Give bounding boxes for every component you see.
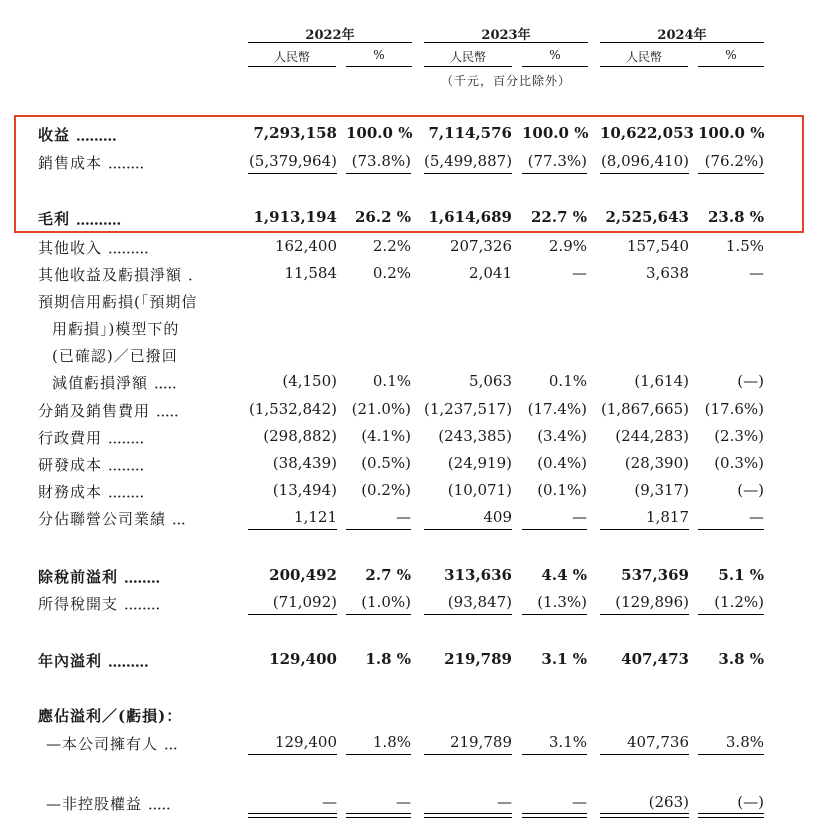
- table-cell: (—): [737, 793, 764, 811]
- year-2023-rule: [424, 42, 588, 43]
- table-cell: (1,532,842): [248, 400, 337, 418]
- leader-dots: ．．．．．．．．: [108, 429, 152, 447]
- row-label: [46, 793, 178, 814]
- table-cell: —: [749, 508, 764, 526]
- cell-double-underline: [522, 817, 587, 818]
- table-cell: (38,439): [272, 454, 337, 472]
- leader-dots: ．．．．．: [156, 402, 187, 420]
- row-label-text: 收益: [38, 126, 71, 144]
- table-cell: 3.8 %: [718, 650, 764, 668]
- col-currency-2022-rule: [248, 66, 336, 67]
- cell-underline: [600, 529, 689, 530]
- row-label-text: 減值虧損淨額: [52, 374, 149, 392]
- leader-dots: ．．．．．．．．: [108, 483, 152, 501]
- cell-underline: [346, 754, 411, 755]
- table-cell: (4,150): [282, 372, 337, 390]
- table-cell: (0.1%): [537, 481, 587, 499]
- table-cell: (298,882): [263, 427, 337, 445]
- year-2022-rule: [248, 42, 412, 43]
- leader-dots: ．．．: [164, 735, 186, 753]
- cell-double-underline: [600, 817, 689, 818]
- leader-dots: ．．．．．．．．: [108, 456, 152, 474]
- cell-double-underline: [600, 813, 689, 814]
- leader-dots: ．．．．．．．．: [124, 568, 168, 586]
- table-cell: 1,614,689: [428, 208, 512, 226]
- table-cell: 7,293,158: [253, 124, 337, 142]
- unit-note: （千元，百分比除外）: [440, 74, 571, 88]
- cell-underline: [522, 754, 587, 755]
- cell-double-underline: [698, 817, 764, 818]
- row-label: [38, 124, 124, 145]
- row-label-text: 其他收益及虧損淨額: [38, 266, 183, 284]
- table-cell: (—): [737, 481, 764, 499]
- cell-underline: [248, 754, 337, 755]
- table-cell: (76.2%): [704, 152, 764, 170]
- table-cell: (73.8%): [351, 152, 411, 170]
- row-label-text: 除稅前溢利: [38, 568, 119, 586]
- year-2024-rule: [600, 42, 764, 43]
- table-cell: 1.8 %: [365, 650, 411, 668]
- row-label-text: 所得稅開支: [38, 595, 119, 613]
- row-label: [38, 291, 197, 312]
- row-label: [52, 345, 178, 366]
- cell-underline: [424, 754, 512, 755]
- row-label: [38, 481, 152, 502]
- cell-double-underline: [248, 813, 337, 814]
- table-cell: 1,817: [646, 508, 689, 526]
- col-currency-2023: 人民幣: [449, 50, 486, 64]
- row-label-text: —本公司擁有人: [46, 735, 159, 753]
- table-cell: 207,326: [449, 237, 512, 255]
- table-cell: 26.2 %: [354, 208, 411, 226]
- table-cell: (3.4%): [537, 427, 587, 445]
- col-pct-2024-rule: [698, 66, 764, 67]
- table-cell: (10,071): [447, 481, 512, 499]
- table-cell: (4.1%): [361, 427, 411, 445]
- cell-underline: [522, 614, 587, 615]
- table-cell: —: [572, 508, 587, 526]
- row-label-text: 年內溢利: [38, 652, 103, 670]
- table-cell: (1,867,665): [600, 400, 689, 418]
- row-label-text: (已確認)／已撥回: [52, 347, 178, 365]
- table-cell: 129,400: [274, 733, 337, 751]
- leader-dots: ．．．．．．．．: [124, 595, 168, 613]
- table-cell: 219,789: [444, 650, 512, 668]
- table-cell: 2,041: [469, 264, 512, 282]
- table-cell: 162,400: [274, 237, 337, 255]
- table-cell: (71,092): [272, 593, 337, 611]
- cell-underline: [522, 529, 587, 530]
- table-cell: 100.0 %: [698, 124, 765, 142]
- row-label-text: 應佔溢利／(虧損)：: [38, 707, 183, 725]
- table-cell: (244,283): [615, 427, 689, 445]
- cell-underline: [346, 529, 411, 530]
- table-cell: 157,540: [626, 237, 689, 255]
- table-cell: 1.5%: [725, 237, 764, 255]
- table-cell: 100.0 %: [346, 124, 413, 142]
- cell-double-underline: [424, 817, 512, 818]
- table-cell: 22.7 %: [530, 208, 587, 226]
- table-cell: 1,913,194: [253, 208, 337, 226]
- row-label-text: 分銷及銷售費用: [38, 402, 151, 420]
- cell-underline: [600, 614, 689, 615]
- table-cell: 407,736: [626, 733, 689, 751]
- table-cell: (0.2%): [361, 481, 411, 499]
- leader-dots: ．．．．．: [148, 795, 179, 813]
- table-cell: —: [749, 264, 764, 282]
- cell-underline: [600, 173, 689, 174]
- row-label-text: 預期信用虧損(「預期信: [38, 293, 198, 311]
- table-cell: (28,390): [624, 454, 689, 472]
- col-currency-2024-rule: [600, 66, 688, 67]
- table-cell: (5,499,887): [424, 152, 513, 170]
- table-cell: —: [396, 793, 411, 811]
- table-cell: 200,492: [269, 566, 337, 584]
- table-cell: 129,400: [269, 650, 337, 668]
- table-cell: —: [572, 264, 587, 282]
- row-label: [38, 152, 152, 173]
- table-cell: (263): [648, 793, 689, 811]
- table-cell: (243,385): [438, 427, 512, 445]
- col-pct-2022: %: [373, 48, 385, 62]
- cell-underline: [698, 614, 764, 615]
- table-cell: 2.9%: [548, 237, 587, 255]
- row-label: [38, 566, 168, 587]
- table-cell: (17.6%): [704, 400, 764, 418]
- cell-underline: [248, 529, 337, 530]
- table-cell: 7,114,576: [428, 124, 512, 142]
- table-cell: (93,847): [447, 593, 512, 611]
- cell-double-underline: [522, 813, 587, 814]
- cell-underline: [522, 173, 587, 174]
- row-label-text: 行政費用: [38, 429, 103, 447]
- table-cell: (129,896): [615, 593, 689, 611]
- table-cell: 1.8%: [372, 733, 411, 751]
- leader-dots: ．．．．．．．．．．: [76, 210, 129, 228]
- cell-underline: [424, 529, 512, 530]
- table-cell: (17.4%): [527, 400, 587, 418]
- leader-dots: ．．．．．．．．．: [108, 652, 157, 670]
- table-cell: —: [322, 793, 337, 811]
- table-cell: 1,121: [294, 508, 337, 526]
- row-label-text: 用虧損」)模型下的: [52, 320, 180, 338]
- cell-underline: [248, 614, 337, 615]
- row-label: [38, 427, 152, 448]
- leader-dots: ．．．．．: [154, 374, 185, 392]
- table-cell: 4.4 %: [541, 566, 587, 584]
- cell-double-underline: [248, 817, 337, 818]
- table-cell: (0.4%): [537, 454, 587, 472]
- table-cell: 0.2%: [372, 264, 411, 282]
- table-cell: (0.5%): [361, 454, 411, 472]
- table-cell: —: [396, 508, 411, 526]
- table-cell: (1,614): [634, 372, 689, 390]
- col-pct-2022-rule: [346, 66, 412, 67]
- cell-underline: [698, 754, 764, 755]
- table-cell: 3.1 %: [541, 650, 587, 668]
- row-label-text: 財務成本: [38, 483, 103, 501]
- table-cell: (9,317): [634, 481, 689, 499]
- table-cell: 5,063: [469, 372, 512, 390]
- cell-underline: [698, 529, 764, 530]
- table-cell: 5.1 %: [718, 566, 764, 584]
- cell-underline: [346, 614, 411, 615]
- row-label: [38, 264, 200, 285]
- leader-dots: ．．．．．．．．: [108, 154, 152, 172]
- row-label-text: 分佔聯營公司業績: [38, 510, 167, 528]
- row-label-text: 毛利: [38, 210, 71, 228]
- table-cell: (8,096,410): [600, 152, 689, 170]
- cell-double-underline: [346, 813, 411, 814]
- table-cell: 10,622,053: [600, 124, 694, 142]
- leader-dots: ．: [188, 266, 201, 284]
- table-cell: 23.8 %: [707, 208, 764, 226]
- row-label: [52, 372, 184, 393]
- table-cell: (1,237,517): [424, 400, 513, 418]
- table-cell: 0.1%: [372, 372, 411, 390]
- year-2022-header: 2022年: [305, 28, 355, 43]
- cell-double-underline: [698, 813, 764, 814]
- cell-underline: [698, 173, 764, 174]
- table-cell: 407,473: [621, 650, 689, 668]
- col-currency-2022: 人民幣: [273, 50, 310, 64]
- table-cell: 3.1%: [548, 733, 587, 751]
- table-cell: 2,525,643: [605, 208, 689, 226]
- table-cell: —: [572, 793, 587, 811]
- row-label-text: 其他收入: [38, 239, 103, 257]
- table-cell: 3.8%: [725, 733, 764, 751]
- table-cell: 0.1%: [548, 372, 587, 390]
- row-label: [38, 208, 129, 229]
- table-cell: (21.0%): [351, 400, 411, 418]
- table-cell: 3,638: [646, 264, 689, 282]
- col-pct-2023: %: [549, 48, 561, 62]
- table-cell: 219,789: [449, 733, 512, 751]
- row-label: [38, 650, 156, 671]
- leader-dots: ．．．．．．．．．: [76, 126, 125, 144]
- table-cell: (0.3%): [714, 454, 764, 472]
- cell-underline: [248, 173, 337, 174]
- col-pct-2023-rule: [522, 66, 588, 67]
- table-cell: (24,919): [447, 454, 512, 472]
- row-label: [38, 237, 156, 258]
- table-cell: (1.0%): [361, 593, 411, 611]
- cell-double-underline: [424, 813, 512, 814]
- col-currency-2023-rule: [424, 66, 512, 67]
- row-label: [38, 705, 182, 726]
- table-cell: (13,494): [272, 481, 337, 499]
- cell-underline: [424, 614, 512, 615]
- table-cell: 11,584: [284, 264, 337, 282]
- row-label: [38, 400, 186, 421]
- cell-underline: [424, 173, 512, 174]
- table-cell: —: [497, 793, 512, 811]
- cell-underline: [600, 754, 689, 755]
- row-label: [38, 454, 152, 475]
- year-2024-header: 2024年: [657, 28, 707, 43]
- row-label-text: —非控股權益: [46, 795, 143, 813]
- col-pct-2024: %: [725, 48, 737, 62]
- table-cell: 409: [483, 508, 512, 526]
- row-label-text: 銷售成本: [38, 154, 103, 172]
- row-label: [38, 508, 193, 529]
- year-2023-header: 2023年: [481, 28, 531, 43]
- table-cell: (2.3%): [714, 427, 764, 445]
- row-label-text: 研發成本: [38, 456, 103, 474]
- table-cell: 2.7 %: [365, 566, 411, 584]
- table-cell: 2.2%: [372, 237, 411, 255]
- leader-dots: ．．．．．．．．．: [108, 239, 157, 257]
- table-cell: 537,369: [621, 566, 689, 584]
- row-label: [52, 318, 179, 339]
- table-cell: 100.0 %: [522, 124, 589, 142]
- col-currency-2024: 人民幣: [625, 50, 662, 64]
- row-label: [46, 733, 185, 754]
- table-cell: (1.2%): [714, 593, 764, 611]
- table-cell: (77.3%): [527, 152, 587, 170]
- table-cell: (5,379,964): [248, 152, 337, 170]
- cell-double-underline: [346, 817, 411, 818]
- cell-underline: [346, 173, 411, 174]
- table-cell: (—): [737, 372, 764, 390]
- row-label: [38, 593, 168, 614]
- table-cell: 313,636: [444, 566, 512, 584]
- leader-dots: ．．．: [172, 510, 194, 528]
- table-cell: (1.3%): [537, 593, 587, 611]
